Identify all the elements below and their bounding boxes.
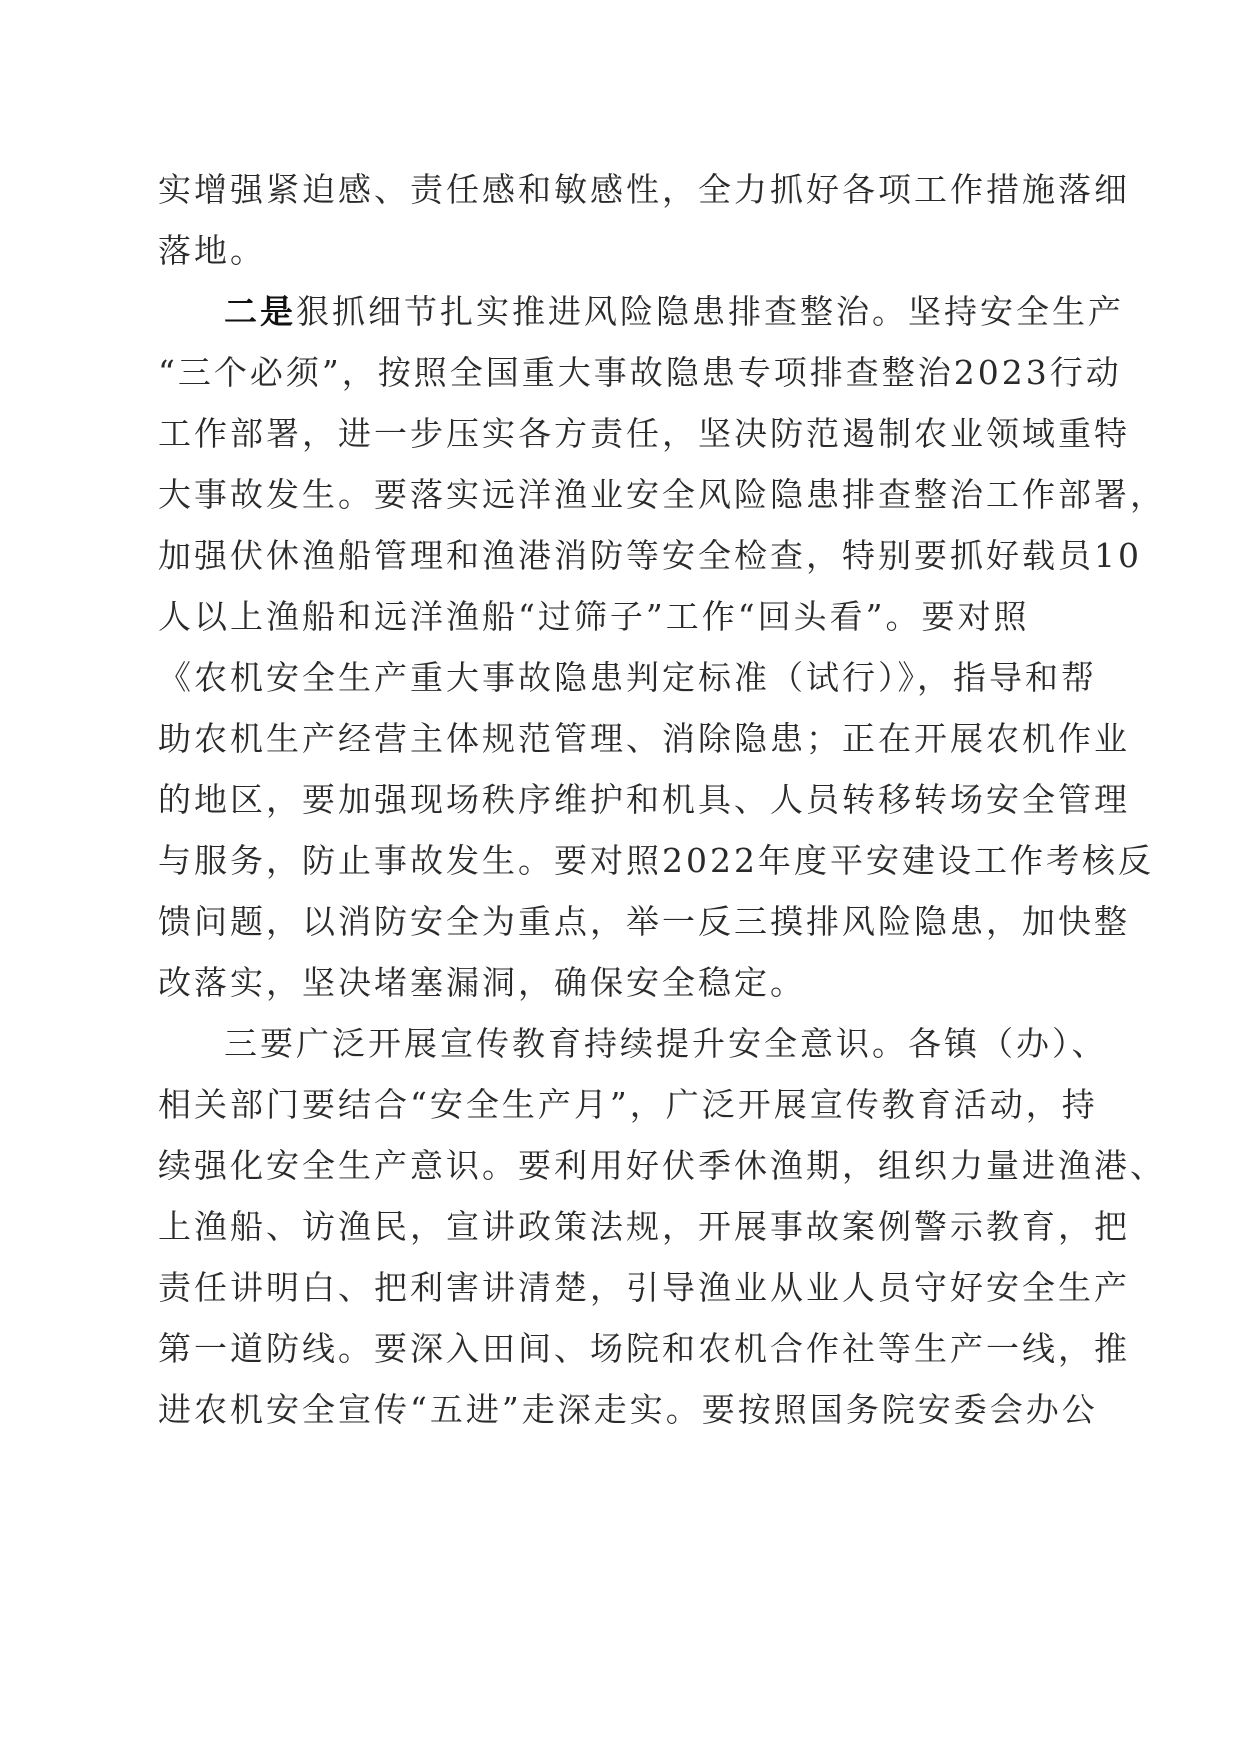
text-line-12: 与服务，防止事故发生。要对照2022年度平安建设工作考核反 (158, 841, 1154, 880)
text-line-5: 工作部署，进一步压实各方责任，坚决防范遏制农业领域重特 (158, 414, 1130, 453)
text-line-9: 《农机安全生产重大事故隐患判定标准（试行）》，指导和帮 (158, 658, 1097, 697)
text-line-20: 第一道防线。要深入田间、场院和农机合作社等生产一线，推 (158, 1329, 1130, 1368)
text-line-10: 助农机生产经营主体规范管理、消除隐患；正在开展农机作业 (158, 719, 1130, 758)
text-line-4: “三个必须”，按照全国重大事故隐患专项排查整治2023行动 (158, 353, 1122, 392)
text-line-8: 人以上渔船和远洋渔船“过筛子”工作“回头看”。要对照 (158, 597, 1030, 636)
text-line-17: 续强化安全生产意识。要利用好伏季休渔期，组织力量进渔港、 (158, 1146, 1166, 1185)
text-line-21: 进农机安全宣传“五进”走深走实。要按照国务院安委会办公 (158, 1390, 1098, 1429)
text-line-19: 责任讲明白、把利害讲清楚，引导渔业从业人员守好安全生产 (158, 1268, 1130, 1307)
paragraph-2-heading: 二是 (224, 292, 296, 331)
paragraph-2-first-line (224, 290, 1124, 334)
text-line-7: 加强伏休渔船管理和渔港消防等安全检查，特别要抓好载员10 (158, 536, 1142, 575)
text-line-13: 馈问题，以消防安全为重点，举一反三摸排风险隐患，加快整 (158, 902, 1130, 941)
text-line-18: 上渔船、访渔民，宣讲政策法规，开展事故案例警示教育，把 (158, 1207, 1130, 1246)
text-line-2: 落地。 (158, 231, 266, 270)
text-line-11: 的地区，要加强现场秩序维护和机具、人员转移转场安全管理 (158, 780, 1130, 819)
text-line-6: 大事故发生。要落实远洋渔业安全风险隐患排查整治工作部署， (158, 475, 1166, 514)
text-line-1: 实增强紧迫感、责任感和敏感性，全力抓好各项工作措施落细 (158, 170, 1130, 209)
text-line-16: 相关部门要结合“安全生产月”，广泛开展宣传教育活动，持 (158, 1085, 1098, 1124)
paragraph-2-lead: 狠抓细节扎实推进风险隐患排查整治。坚持安全生产 (296, 292, 1124, 331)
paragraph-3-first-line: 三要广泛开展宣传教育持续提升安全意识。各镇（办）、 (224, 1024, 1108, 1063)
text-line-14: 改落实，坚决堵塞漏洞，确保安全稳定。 (158, 963, 806, 1002)
